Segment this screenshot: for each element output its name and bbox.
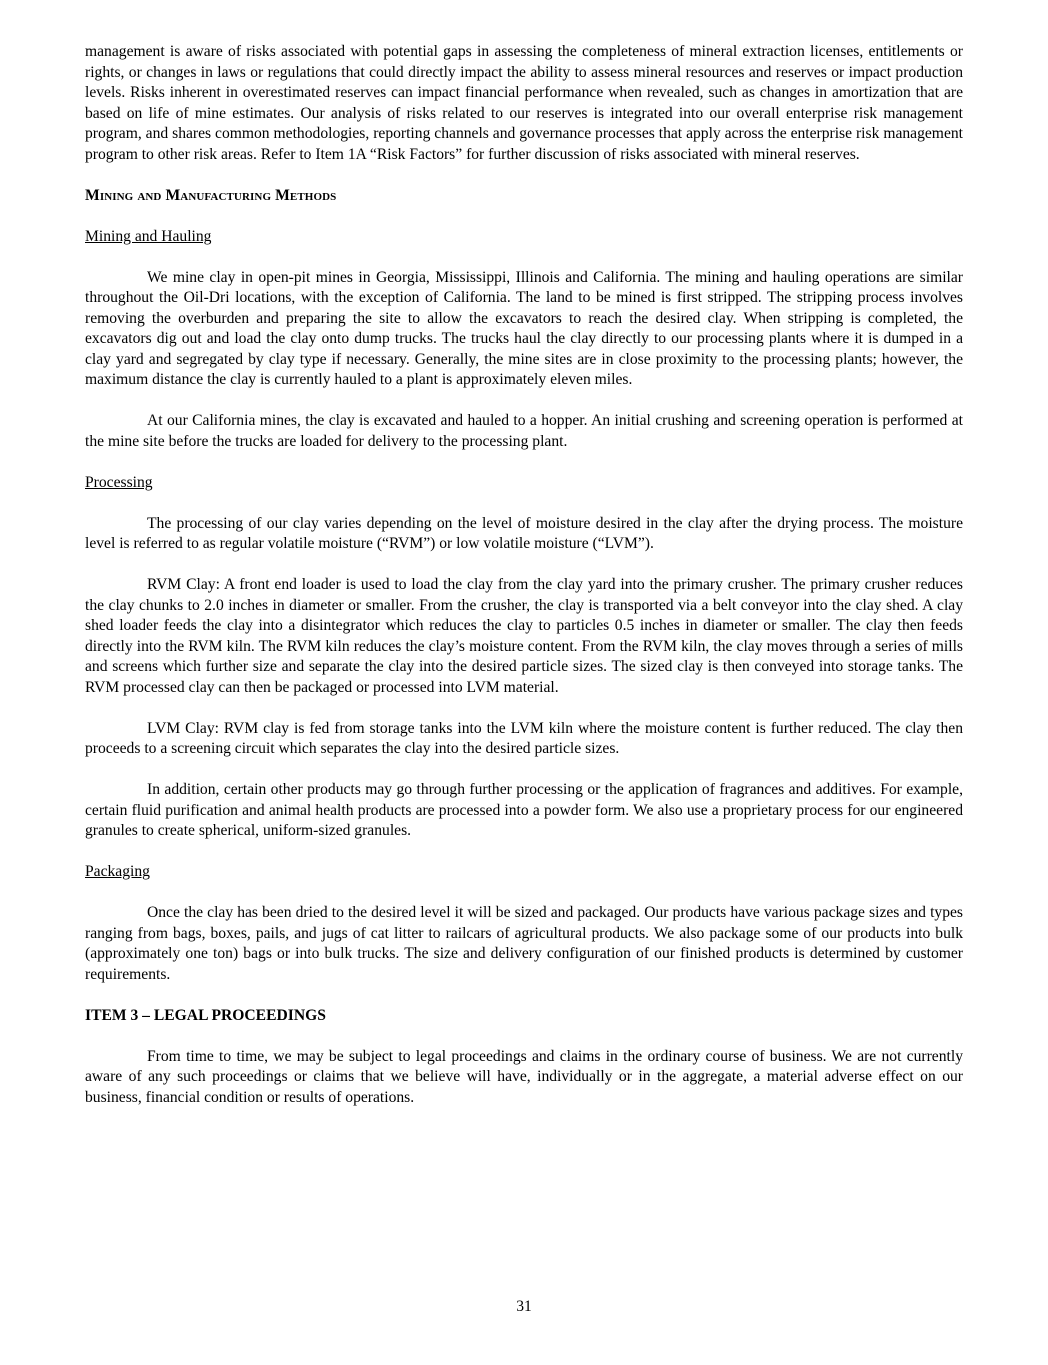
processing-paragraph: The processing of our clay varies depending on the level of moisture desired in the clay after the drying process. The moisture level is referred to as regular volatile moisture (“RVM”) or low volatile moisture (“LVM”). — [85, 514, 963, 552]
processing-paragraph: LVM Clay: RVM clay is fed from storage tanks into the LVM kiln where the moisture content is further reduced. The clay then proceeds to a screening circuit which separates the clay into the desired particle sizes. — [85, 719, 963, 757]
mining-paragraph: We mine clay in open-pit mines in Georgia, Mississippi, Illinois and California. The mining and hauling operations are similar throughout the Oil-Dri locations, with the exception of California. The land to be mined is first stripped. The stripping process involves removing the overburden and preparing the site to allow the excavators to reach the desired clay. When stripping is completed, the excavators dig out and load the clay onto dump trucks. The trucks haul the clay directly to our processing plants where it is dumped in a clay yard and segregated by clay type if necessary. Generally, the mine sites are in close proximity to the processing plants; however, the maximum distance the clay is currently hauled to a plant is approximately eleven miles. — [85, 268, 963, 388]
intro-paragraph: management is aware of risks associated with potential gaps in assessing the completeness of mineral extraction licenses, entitlements or rights, or changes in laws or regulations that could directly impact the ability to assess mineral resources and reserves or impact production levels. Risks inherent in overestimated reserves can impact financial performance when revealed, such as changes in amortization that are based on life of mine estimates. Our analysis of risks related to our reserves is integrated into our overall enterprise risk management program, and shares common methodologies, reporting channels and governance processes that apply across the enterprise risk management program to other risk areas. Refer to Item 1A “Risk Factors” for further discussion of risks associated with mineral reserves. — [85, 43, 963, 163]
mining-heading: Mining and Hauling — [85, 227, 212, 245]
section-heading: Mining and Manufacturing Methods — [85, 186, 337, 204]
processing-paragraph: In addition, certain other products may go through further processing or the application of fragrances and additives. For example, certain fluid purification and animal health products are processed into a powder form. We also use a proprietary process for our engineered granules to create spherical, uniform-sized granules. — [85, 781, 963, 839]
processing-heading: Processing — [85, 473, 153, 491]
processing-paragraph: RVM Clay: A front end loader is used to load the clay from the clay yard into the primary crusher. The primary crusher reduces the clay chunks to 2.0 inches in diameter or smaller. From the crusher, the clay is transported via a belt conveyor into the clay shed. A clay shed loader feeds the clay into a disintegrator which reduces the clay to particles 0.5 inches in diameter or smaller. The clay then feeds directly into the RVM kiln. The RVM kiln reduces the clay’s moisture content. From the RVM kiln, the clay moves through a series of mills and screens which further size and separate the clay into the desired particle sizes. The sized clay is then conveyed into storage tanks. The RVM processed clay can then be packaged or processed into LVM material. — [85, 576, 963, 696]
legal-proceedings-heading: ITEM 3 – LEGAL PROCEEDINGS — [85, 1006, 326, 1024]
packaging-heading: Packaging — [85, 863, 150, 880]
document-page — [85, 42, 963, 1129]
packaging-paragraph: Once the clay has been dried to the desired level it will be sized and packaged. Our products have various package sizes and types ranging from bags, boxes, pails, and jugs of cat litter to railcars of agricultural products. We also package some of our products into bulk (approximately one ton) bags or into bulk trucks. The size and delivery configuration of our finished products is determined by customer requirements. — [85, 904, 963, 983]
mining-paragraph: At our California mines, the clay is excavated and hauled to a hopper. An initial crushing and screening operation is performed at the mine site before the trucks are loaded for delivery to the processing plant. — [85, 412, 963, 450]
legal-paragraph: From time to time, we may be subject to legal proceedings and claims in the ordinary course of business. We are not currently aware of any such proceedings or claims that we believe will have, individually or in the aggregate, a material adverse effect on our business, financial condition or results of operations. — [85, 1047, 963, 1106]
page-number: 31 — [516, 1298, 532, 1315]
